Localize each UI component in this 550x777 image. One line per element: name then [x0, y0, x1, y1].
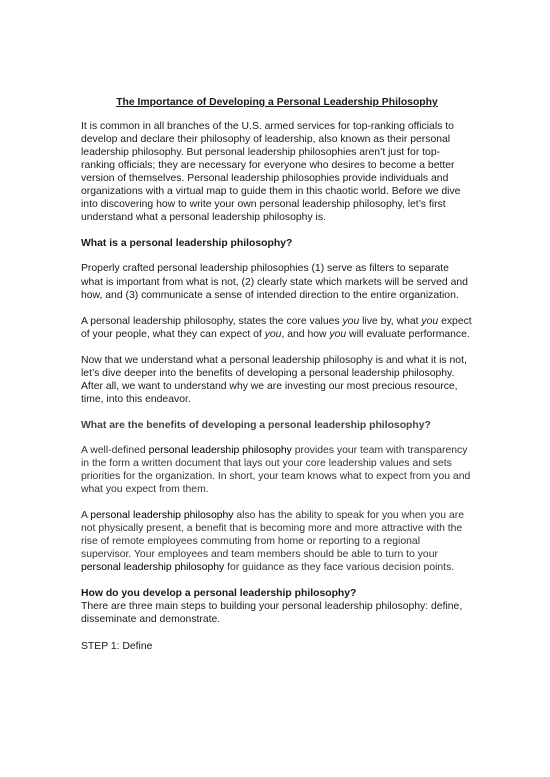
document-title: The Importance of Developing a Personal Leadership Philosophy [116, 97, 438, 108]
emphasis-you: you [421, 315, 439, 327]
paragraph-understand-benefits: Now that we understand what a personal leadership philosophy is and what it is not, let’s dive deeper into the benefits of developing a personal leadership philosophy. After all, we want to understand why we are investing our most precious resource, time, into this endeavor. [81, 354, 467, 405]
text-run: for guidance as they face various decision points. [224, 562, 455, 574]
text-run: live by, what [359, 315, 422, 327]
emphasis-you: you [342, 315, 360, 327]
emphasis-you: you [329, 328, 347, 340]
highlight-phrase: personal leadership philosophy [148, 444, 292, 456]
paragraph-transparency [81, 444, 473, 496]
text-run: expect of your people, what they can expect of [81, 315, 472, 340]
text-run: provides your team with transparency in the form a written document that lays out your core leadership values and sets priorities for the organization. In short, your team knows what to expect from you and what you expect from them. [81, 444, 471, 496]
paragraph-core-values [81, 315, 473, 341]
section-heading-how-develop: How do you develop a personal leadership philosophy? [81, 588, 357, 600]
intro-paragraph: It is common in all branches of the U.S. armed services for top-ranking officials to develop and declare their philosophy of leadership, also known as their personal leadership philosophy. But personal leadership philosophies aren’t just for top-ranking officials; they are necessary for everyone who desires to become a better version of themselves. Personal leadership philosophies provide individuals and organizations with a virtual map to guide them in this chaotic world. Before we dive into discovering how to write your own personal leadership philosophy, let’s first understand what a personal leadership philosophy is. [81, 121, 461, 224]
paragraph-crafted-philosophies: Properly crafted personal leadership philosophies (1) serve as filters to separate what is important from what is not, (2) clearly state which markets will be served and how, and (3) communicate a sense of intended direction to the entire organization. [81, 263, 468, 301]
document-page [81, 96, 473, 666]
paragraph-speak-for-you [81, 509, 473, 574]
section-heading-what-is: What is a personal leadership philosophy? [81, 238, 293, 250]
text-run: A well-defined [81, 444, 149, 456]
text-run: A [81, 510, 91, 522]
text-run: will evaluate performance. [346, 328, 470, 340]
step-1-label: STEP 1: Define [81, 640, 153, 652]
text-run: , and how [281, 328, 330, 340]
emphasis-you: you [264, 328, 282, 340]
text-run: A personal leadership philosophy, states the core values [81, 315, 343, 327]
paragraph-three-steps: There are three main steps to building your personal leadership philosophy: define, disseminate and demonstrate. [81, 601, 463, 626]
section-heading-benefits: What are the benefits of developing a personal leadership philosophy? [81, 419, 431, 431]
highlight-phrase: personal leadership philosophy [81, 562, 225, 574]
highlight-phrase: personal leadership philosophy [90, 510, 234, 522]
text-run: also has the ability to speak for you when you are not physically present, a benefit that is becoming more and more attractive with the rise of remote employees commuting from home or reporting to a regional supervisor. Your employees and team members should be able to turn to your [81, 510, 464, 561]
